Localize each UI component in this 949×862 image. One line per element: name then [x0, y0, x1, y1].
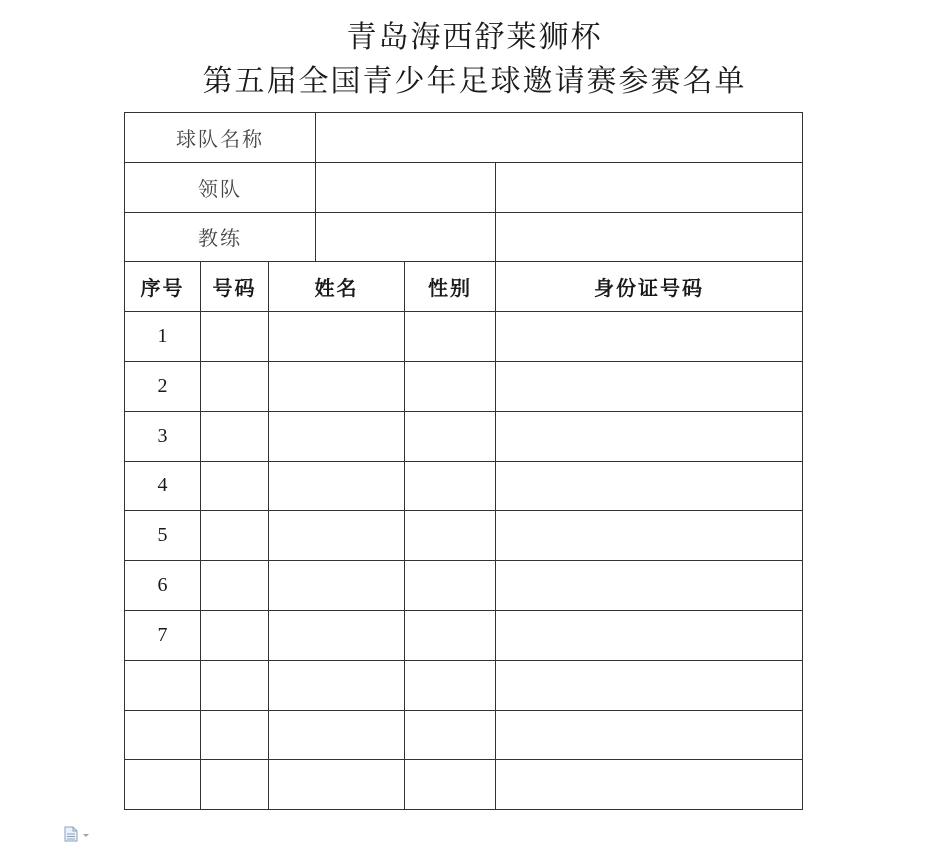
name-cell[interactable]	[269, 511, 405, 561]
row-seq[interactable]	[125, 710, 201, 760]
header-name: 姓名	[269, 262, 405, 312]
jersey-cell[interactable]	[201, 461, 269, 511]
gender-cell[interactable]	[405, 411, 496, 461]
gender-cell[interactable]	[405, 312, 496, 362]
jersey-cell[interactable]	[201, 710, 269, 760]
name-cell[interactable]	[269, 312, 405, 362]
gender-cell[interactable]	[405, 361, 496, 411]
team-name-field[interactable]	[316, 113, 803, 163]
table-row	[125, 660, 803, 710]
name-cell[interactable]	[269, 710, 405, 760]
row-seq: 4	[125, 461, 201, 511]
coach-extra-field[interactable]	[496, 212, 803, 262]
name-cell[interactable]	[269, 760, 405, 810]
jersey-cell[interactable]	[201, 760, 269, 810]
row-seq: 5	[125, 511, 201, 561]
jersey-cell[interactable]	[201, 561, 269, 611]
chevron-down-icon	[83, 834, 89, 837]
gender-cell[interactable]	[405, 461, 496, 511]
table-row	[125, 760, 803, 810]
gender-cell[interactable]	[405, 710, 496, 760]
jersey-cell[interactable]	[201, 411, 269, 461]
table-row	[125, 411, 803, 461]
id-number-cell[interactable]	[496, 660, 803, 710]
row-seq[interactable]	[125, 760, 201, 810]
coach-row	[125, 212, 803, 262]
name-cell[interactable]	[269, 610, 405, 660]
header-gender: 性别	[405, 262, 496, 312]
coach-label: 教练	[125, 212, 316, 262]
roster-form-table	[124, 112, 803, 810]
id-number-cell[interactable]	[496, 361, 803, 411]
title-line-2: 第五届全国青少年足球邀请赛参赛名单	[202, 64, 747, 99]
coach-field[interactable]	[316, 212, 496, 262]
document-status-control[interactable]	[64, 826, 92, 842]
table-row	[125, 561, 803, 611]
id-number-cell[interactable]	[496, 461, 803, 511]
gender-cell[interactable]	[405, 660, 496, 710]
row-seq: 1	[125, 312, 201, 362]
id-number-cell[interactable]	[496, 610, 803, 660]
header-seq: 序号	[125, 262, 201, 312]
leader-row	[125, 162, 803, 212]
table-row	[125, 312, 803, 362]
jersey-cell[interactable]	[201, 511, 269, 561]
id-number-cell[interactable]	[496, 710, 803, 760]
row-seq[interactable]	[125, 660, 201, 710]
table-row	[125, 710, 803, 760]
id-number-cell[interactable]	[496, 561, 803, 611]
leader-field[interactable]	[316, 162, 496, 212]
jersey-cell[interactable]	[201, 312, 269, 362]
team-name-label: 球队名称	[125, 113, 316, 163]
name-cell[interactable]	[269, 660, 405, 710]
jersey-cell[interactable]	[201, 610, 269, 660]
gender-cell[interactable]	[405, 610, 496, 660]
header-id-number: 身份证号码	[496, 262, 803, 312]
roster-header-row	[125, 262, 803, 312]
id-number-cell[interactable]	[496, 312, 803, 362]
name-cell[interactable]	[269, 561, 405, 611]
row-seq: 2	[125, 361, 201, 411]
table-row	[125, 610, 803, 660]
title-line-1: 青岛海西舒莱狮杯	[346, 20, 603, 55]
name-cell[interactable]	[269, 361, 405, 411]
leader-label: 领队	[125, 162, 316, 212]
jersey-cell[interactable]	[201, 361, 269, 411]
row-seq: 3	[125, 411, 201, 461]
team-name-row	[125, 113, 803, 163]
gender-cell[interactable]	[405, 760, 496, 810]
row-seq: 7	[125, 610, 201, 660]
id-number-cell[interactable]	[496, 760, 803, 810]
name-cell[interactable]	[269, 411, 405, 461]
header-jersey-number: 号码	[201, 262, 269, 312]
table-row	[125, 361, 803, 411]
document-icon	[64, 826, 92, 842]
row-seq: 6	[125, 561, 201, 611]
gender-cell[interactable]	[405, 511, 496, 561]
table-row	[125, 461, 803, 511]
jersey-cell[interactable]	[201, 660, 269, 710]
leader-extra-field[interactable]	[496, 162, 803, 212]
id-number-cell[interactable]	[496, 511, 803, 561]
id-number-cell[interactable]	[496, 411, 803, 461]
table-row	[125, 511, 803, 561]
gender-cell[interactable]	[405, 561, 496, 611]
name-cell[interactable]	[269, 461, 405, 511]
